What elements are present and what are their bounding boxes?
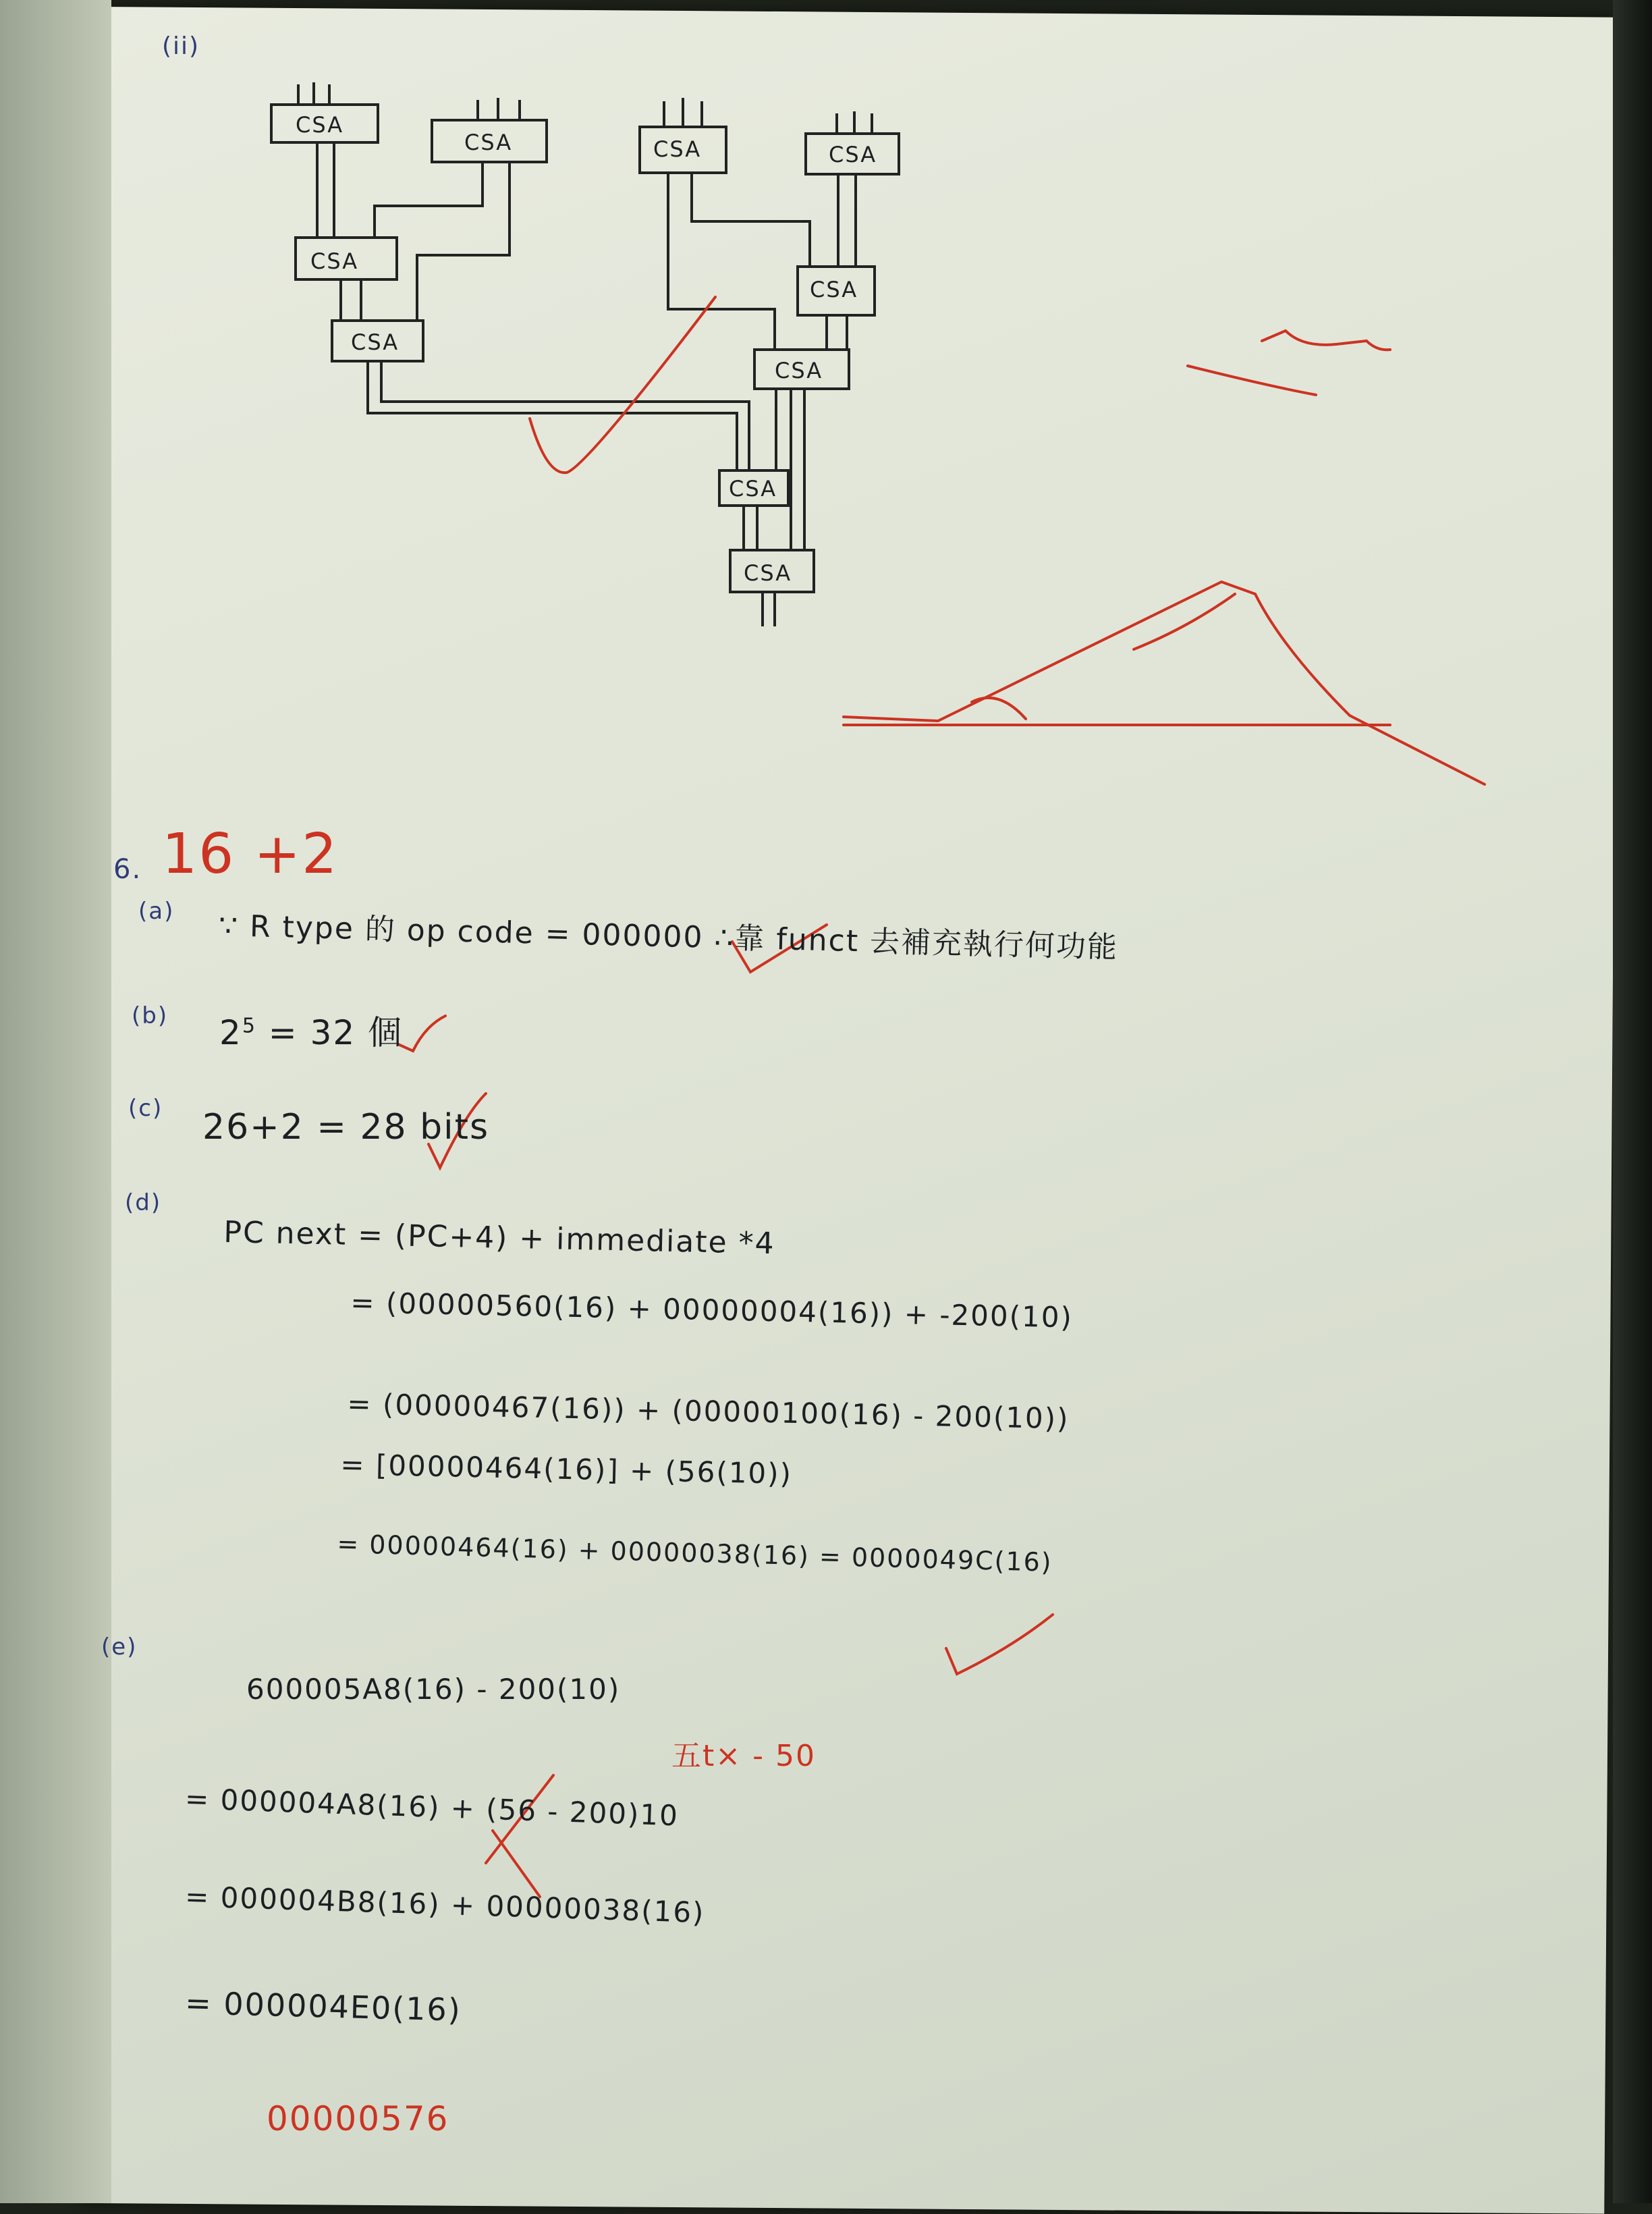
red-answer-e: 00000576 (267, 2099, 449, 2138)
answer-e-line-1: 600005A8(16) - 200(10) (246, 1673, 621, 1706)
label-e: (e) (101, 1634, 138, 1660)
csa-label: CSA (310, 248, 359, 274)
answer-d-line-3: = (00000467(16)) + (00000100(16) - 200(10)) (346, 1387, 1070, 1436)
csa-label: CSA (744, 560, 792, 586)
answer-d-line-2: = (00000560(16) + 00000004(16)) + -200(10) (350, 1286, 1074, 1334)
red-mountain-sketch (844, 582, 1485, 784)
csa-label: CSA (729, 476, 777, 502)
label-d: (d) (125, 1189, 162, 1216)
answer-b-base: 2 (219, 1013, 242, 1052)
answer-d-line-4: = [00000464(16)] + (56(10)) (339, 1448, 793, 1491)
csa-label: CSA (296, 112, 344, 138)
red-check-diagram (530, 297, 715, 473)
csa-label: CSA (653, 136, 702, 162)
csa-label: CSA (351, 329, 400, 355)
question-number: 6. (113, 854, 142, 885)
part-marker: (ii) (162, 32, 200, 60)
red-check-d (946, 1615, 1053, 1674)
answer-b-exponent: 5 (242, 1014, 256, 1038)
label-a: (a) (138, 898, 175, 925)
answer-d-line-5: = 00000464(16) + 00000038(16) = 0000049C(16) (336, 1529, 1053, 1577)
csa-label: CSA (810, 277, 858, 302)
red-scribble-top-right (1188, 331, 1390, 395)
label-c: (c) (128, 1095, 163, 1122)
answer-b-rest: = 32 個 (256, 1013, 404, 1052)
answer-e-line-4: = 000004E0(16) (184, 1985, 462, 2028)
csa-label: CSA (775, 358, 823, 383)
answer-e-line-2: = 000004A8(16) + (56 - 200)10 (184, 1782, 680, 1833)
answer-d-line-1: PC next = (PC+4) + immediate *4 (223, 1215, 776, 1262)
label-b: (b) (132, 1002, 169, 1029)
answer-a: ∵ R type 的 op code = 000000 ∴靠 funct 去補充執行何功能 (218, 908, 1119, 965)
csa-label: CSA (829, 142, 877, 167)
red-check-b (398, 1016, 445, 1051)
score: 16 +2 (162, 822, 339, 886)
red-note-e: 五t× - 50 (671, 1739, 816, 1773)
answer-b (219, 1006, 403, 1054)
answer-e-line-3: = 000004B8(16) + 00000038(16) (184, 1880, 706, 1930)
answer-c: 26+2 = 28 bits (202, 1107, 490, 1148)
csa-label: CSA (464, 130, 513, 155)
